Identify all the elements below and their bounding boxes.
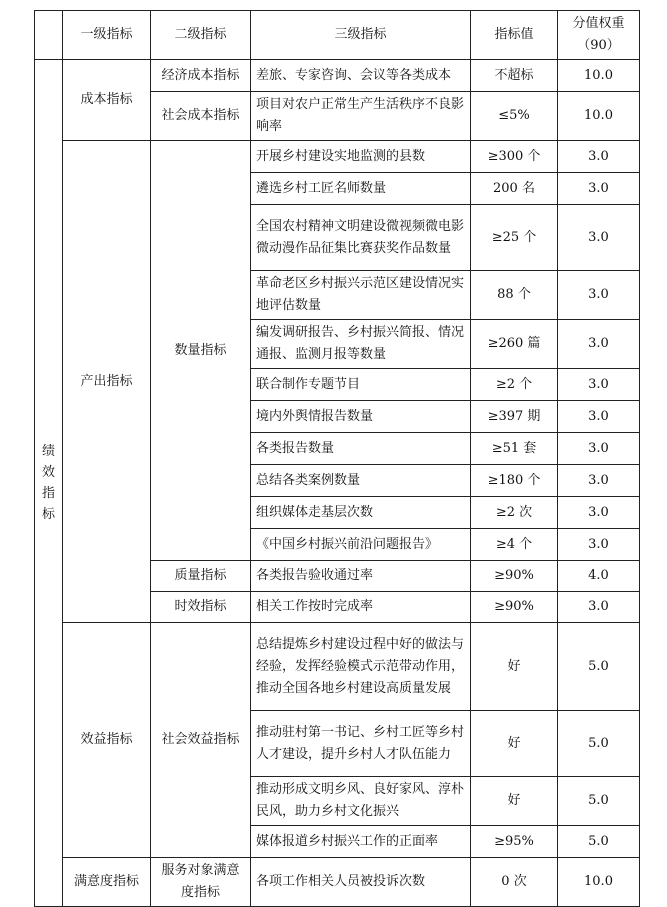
weight-cell: 10.0 — [558, 92, 640, 141]
value-cell: ≥51 套 — [471, 433, 558, 465]
level3-cell: 编发调研报告、乡村振兴简报、情况通报、监测月报等数量 — [251, 320, 471, 369]
level3-cell: 全国农村精神文明建设微视频微电影微动漫作品征集比赛获奖作品数量 — [251, 205, 471, 271]
header-level2: 二级指标 — [151, 11, 251, 60]
level1-output: 产出指标 — [63, 141, 151, 623]
header-row — [35, 11, 640, 60]
level2-quantity: 数量指标 — [151, 141, 251, 561]
level3-cell: 项目对农户正常生产生活秩序不良影响率 — [251, 92, 471, 141]
value-cell: 不超标 — [471, 60, 558, 92]
level3-cell: 联合制作专题节目 — [251, 369, 471, 401]
level2-econ-cost: 经济成本指标 — [151, 60, 251, 92]
weight-cell: 3.0 — [558, 497, 640, 529]
value-cell: 好 — [471, 711, 558, 777]
level2-service-satisfaction: 服务对象满意度指标 — [151, 858, 251, 907]
level3-cell: 开展乡村建设实地监测的县数 — [251, 141, 471, 173]
level3-cell: 相关工作按时完成率 — [251, 592, 471, 623]
table-row — [35, 141, 640, 173]
level3-cell: 各项工作相关人员被投诉次数 — [251, 858, 471, 907]
table-row — [35, 858, 640, 907]
value-cell: ≤5% — [471, 92, 558, 141]
value-cell: ≥260 篇 — [471, 320, 558, 369]
weight-cell: 3.0 — [558, 401, 640, 433]
weight-cell: 5.0 — [558, 777, 640, 826]
value-cell: ≥90% — [471, 561, 558, 592]
value-cell: ≥2 次 — [471, 497, 558, 529]
level3-cell: 推动形成文明乡风、良好家风、淳朴民风，助力乡村文化振兴 — [251, 777, 471, 826]
group-label: 绩效指标 — [35, 60, 63, 907]
weight-cell: 3.0 — [558, 465, 640, 497]
value-cell: 好 — [471, 777, 558, 826]
weight-cell: 3.0 — [558, 271, 640, 320]
level3-cell: 遴选乡村工匠名师数量 — [251, 173, 471, 205]
level3-cell: 组织媒体走基层次数 — [251, 497, 471, 529]
level3-cell: 总结各类案例数量 — [251, 465, 471, 497]
weight-cell: 10.0 — [558, 60, 640, 92]
weight-cell: 4.0 — [558, 561, 640, 592]
value-cell: ≥4 个 — [471, 529, 558, 561]
header-level1: 一级指标 — [63, 11, 151, 60]
level1-cost: 成本指标 — [63, 60, 151, 141]
weight-cell: 3.0 — [558, 141, 640, 173]
value-cell: 200 名 — [471, 173, 558, 205]
value-cell: ≥2 个 — [471, 369, 558, 401]
performance-indicator-table — [34, 10, 640, 907]
level1-benefit: 效益指标 — [63, 623, 151, 858]
header-value: 指标值 — [471, 11, 558, 60]
value-cell: 88 个 — [471, 271, 558, 320]
level2-social-cost: 社会成本指标 — [151, 92, 251, 141]
header-weight: 分值权重（90） — [558, 11, 640, 60]
value-cell: 0 次 — [471, 858, 558, 907]
value-cell: ≥95% — [471, 826, 558, 858]
weight-cell: 5.0 — [558, 623, 640, 711]
header-level3: 三级指标 — [251, 11, 471, 60]
weight-cell: 5.0 — [558, 711, 640, 777]
table-row — [35, 623, 640, 711]
weight-cell: 3.0 — [558, 320, 640, 369]
weight-cell: 5.0 — [558, 826, 640, 858]
level2-quality: 质量指标 — [151, 561, 251, 592]
level3-cell: 境内外舆情报告数量 — [251, 401, 471, 433]
level3-cell: 《中国乡村振兴前沿问题报告》 — [251, 529, 471, 561]
weight-cell: 3.0 — [558, 433, 640, 465]
value-cell: ≥180 个 — [471, 465, 558, 497]
level3-cell: 革命老区乡村振兴示范区建设情况实地评估数量 — [251, 271, 471, 320]
weight-cell: 3.0 — [558, 529, 640, 561]
level3-cell: 差旅、专家咨询、会议等各类成本 — [251, 60, 471, 92]
weight-cell: 3.0 — [558, 173, 640, 205]
table-row — [35, 60, 640, 92]
level2-timeliness: 时效指标 — [151, 592, 251, 623]
level3-cell: 媒体报道乡村振兴工作的正面率 — [251, 826, 471, 858]
level2-social-benefit: 社会效益指标 — [151, 623, 251, 858]
value-cell: ≥25 个 — [471, 205, 558, 271]
level3-cell: 总结提炼乡村建设过程中好的做法与经验，发挥经验模式示范带动作用，推动全国各地乡村建设高质量发展 — [251, 623, 471, 711]
weight-cell: 3.0 — [558, 592, 640, 623]
weight-cell: 3.0 — [558, 369, 640, 401]
value-cell: ≥397 期 — [471, 401, 558, 433]
level3-cell: 各类报告数量 — [251, 433, 471, 465]
value-cell: 好 — [471, 623, 558, 711]
value-cell: ≥300 个 — [471, 141, 558, 173]
weight-cell: 10.0 — [558, 858, 640, 907]
level1-satisfaction: 满意度指标 — [63, 858, 151, 907]
level3-cell: 推动驻村第一书记、乡村工匠等乡村人才建设，提升乡村人才队伍能力 — [251, 711, 471, 777]
weight-cell: 3.0 — [558, 205, 640, 271]
level3-cell: 各类报告验收通过率 — [251, 561, 471, 592]
header-blank — [35, 11, 63, 60]
value-cell: ≥90% — [471, 592, 558, 623]
